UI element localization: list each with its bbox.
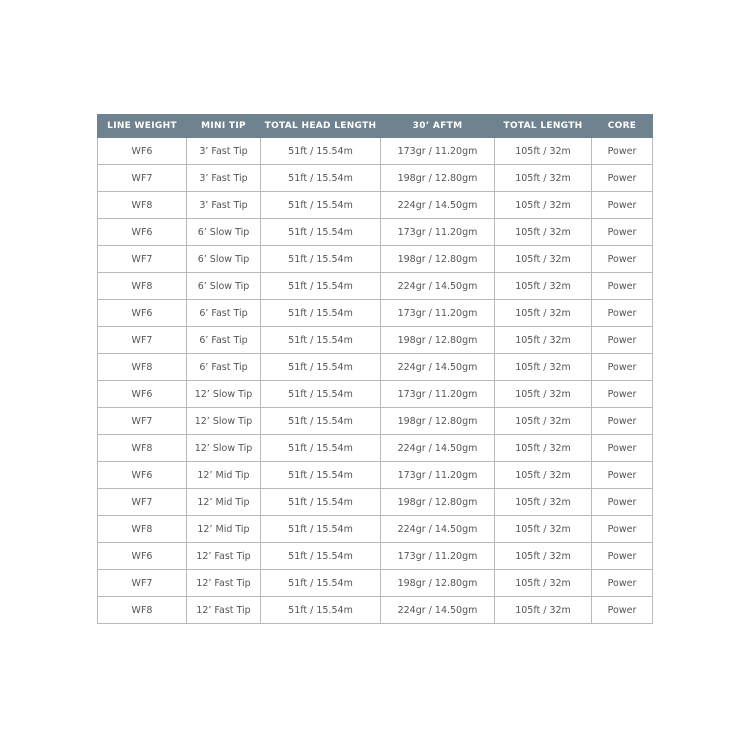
total-length-cell: 105ft / 32m <box>495 192 592 219</box>
aftm-cell: 198gr / 12.80gm <box>381 489 495 516</box>
fly-line-spec-table <box>97 114 653 624</box>
total-length-cell: 105ft / 32m <box>495 435 592 462</box>
total-length-cell: 105ft / 32m <box>495 246 592 273</box>
mini-tip-cell: 12’ Fast Tip <box>187 570 261 597</box>
table-row <box>98 165 653 192</box>
line-weight-cell: WF6 <box>98 381 187 408</box>
header-mini-tip: MINI TIP <box>187 115 261 138</box>
core-cell: Power <box>592 570 653 597</box>
head-length-cell: 51ft / 15.54m <box>261 165 381 192</box>
mini-tip-cell: 6’ Slow Tip <box>187 246 261 273</box>
aftm-cell: 198gr / 12.80gm <box>381 570 495 597</box>
mini-tip-cell: 6’ Slow Tip <box>187 219 261 246</box>
aftm-cell: 198gr / 12.80gm <box>381 327 495 354</box>
core-cell: Power <box>592 516 653 543</box>
head-length-cell: 51ft / 15.54m <box>261 273 381 300</box>
head-length-cell: 51ft / 15.54m <box>261 435 381 462</box>
header-total-length: TOTAL LENGTH <box>495 115 592 138</box>
core-cell: Power <box>592 354 653 381</box>
line-weight-cell: WF8 <box>98 516 187 543</box>
aftm-cell: 224gr / 14.50gm <box>381 516 495 543</box>
core-cell: Power <box>592 462 653 489</box>
mini-tip-cell: 12’ Mid Tip <box>187 462 261 489</box>
mini-tip-cell: 3’ Fast Tip <box>187 138 261 165</box>
line-weight-cell: WF7 <box>98 165 187 192</box>
total-length-cell: 105ft / 32m <box>495 489 592 516</box>
table-row <box>98 516 653 543</box>
core-cell: Power <box>592 543 653 570</box>
mini-tip-cell: 12’ Mid Tip <box>187 489 261 516</box>
core-cell: Power <box>592 489 653 516</box>
total-length-cell: 105ft / 32m <box>495 381 592 408</box>
head-length-cell: 51ft / 15.54m <box>261 516 381 543</box>
total-length-cell: 105ft / 32m <box>495 597 592 624</box>
table-row <box>98 543 653 570</box>
total-length-cell: 105ft / 32m <box>495 570 592 597</box>
table-row <box>98 489 653 516</box>
table-row <box>98 219 653 246</box>
head-length-cell: 51ft / 15.54m <box>261 219 381 246</box>
head-length-cell: 51ft / 15.54m <box>261 300 381 327</box>
line-weight-cell: WF8 <box>98 273 187 300</box>
header-line-weight: LINE WEIGHT <box>98 115 187 138</box>
aftm-cell: 173gr / 11.20gm <box>381 138 495 165</box>
aftm-cell: 173gr / 11.20gm <box>381 219 495 246</box>
head-length-cell: 51ft / 15.54m <box>261 489 381 516</box>
line-weight-cell: WF6 <box>98 138 187 165</box>
total-length-cell: 105ft / 32m <box>495 219 592 246</box>
total-length-cell: 105ft / 32m <box>495 138 592 165</box>
mini-tip-cell: 6’ Slow Tip <box>187 273 261 300</box>
table-row <box>98 462 653 489</box>
mini-tip-cell: 12’ Slow Tip <box>187 408 261 435</box>
head-length-cell: 51ft / 15.54m <box>261 570 381 597</box>
head-length-cell: 51ft / 15.54m <box>261 543 381 570</box>
mini-tip-cell: 3’ Fast Tip <box>187 165 261 192</box>
line-weight-cell: WF7 <box>98 246 187 273</box>
line-weight-cell: WF8 <box>98 354 187 381</box>
aftm-cell: 224gr / 14.50gm <box>381 354 495 381</box>
header-aftm: 30’ AFTM <box>381 115 495 138</box>
aftm-cell: 198gr / 12.80gm <box>381 165 495 192</box>
aftm-cell: 173gr / 11.20gm <box>381 381 495 408</box>
table-row <box>98 597 653 624</box>
line-weight-cell: WF8 <box>98 192 187 219</box>
line-weight-cell: WF7 <box>98 327 187 354</box>
mini-tip-cell: 12’ Fast Tip <box>187 543 261 570</box>
core-cell: Power <box>592 327 653 354</box>
aftm-cell: 224gr / 14.50gm <box>381 192 495 219</box>
mini-tip-cell: 12’ Slow Tip <box>187 435 261 462</box>
table-header <box>98 115 653 138</box>
aftm-cell: 198gr / 12.80gm <box>381 408 495 435</box>
line-weight-cell: WF6 <box>98 219 187 246</box>
table-row <box>98 570 653 597</box>
total-length-cell: 105ft / 32m <box>495 165 592 192</box>
total-length-cell: 105ft / 32m <box>495 462 592 489</box>
mini-tip-cell: 12’ Fast Tip <box>187 597 261 624</box>
head-length-cell: 51ft / 15.54m <box>261 381 381 408</box>
mini-tip-cell: 6’ Fast Tip <box>187 327 261 354</box>
core-cell: Power <box>592 597 653 624</box>
aftm-cell: 224gr / 14.50gm <box>381 435 495 462</box>
head-length-cell: 51ft / 15.54m <box>261 246 381 273</box>
core-cell: Power <box>592 381 653 408</box>
table-row <box>98 354 653 381</box>
table-row <box>98 381 653 408</box>
line-weight-cell: WF8 <box>98 435 187 462</box>
table-row <box>98 192 653 219</box>
total-length-cell: 105ft / 32m <box>495 300 592 327</box>
total-length-cell: 105ft / 32m <box>495 516 592 543</box>
core-cell: Power <box>592 273 653 300</box>
aftm-cell: 173gr / 11.20gm <box>381 462 495 489</box>
core-cell: Power <box>592 300 653 327</box>
core-cell: Power <box>592 138 653 165</box>
line-weight-cell: WF8 <box>98 597 187 624</box>
line-weight-cell: WF7 <box>98 408 187 435</box>
head-length-cell: 51ft / 15.54m <box>261 138 381 165</box>
header-core: CORE <box>592 115 653 138</box>
core-cell: Power <box>592 408 653 435</box>
mini-tip-cell: 12’ Mid Tip <box>187 516 261 543</box>
head-length-cell: 51ft / 15.54m <box>261 462 381 489</box>
table-row <box>98 138 653 165</box>
table-row <box>98 327 653 354</box>
head-length-cell: 51ft / 15.54m <box>261 408 381 435</box>
aftm-cell: 198gr / 12.80gm <box>381 246 495 273</box>
core-cell: Power <box>592 165 653 192</box>
aftm-cell: 224gr / 14.50gm <box>381 273 495 300</box>
aftm-cell: 224gr / 14.50gm <box>381 597 495 624</box>
aftm-cell: 173gr / 11.20gm <box>381 543 495 570</box>
head-length-cell: 51ft / 15.54m <box>261 354 381 381</box>
line-weight-cell: WF7 <box>98 570 187 597</box>
total-length-cell: 105ft / 32m <box>495 327 592 354</box>
header-total-head-length: TOTAL HEAD LENGTH <box>261 115 381 138</box>
line-weight-cell: WF7 <box>98 489 187 516</box>
core-cell: Power <box>592 192 653 219</box>
head-length-cell: 51ft / 15.54m <box>261 327 381 354</box>
aftm-cell: 173gr / 11.20gm <box>381 300 495 327</box>
table-row <box>98 408 653 435</box>
mini-tip-cell: 12’ Slow Tip <box>187 381 261 408</box>
total-length-cell: 105ft / 32m <box>495 354 592 381</box>
header-row <box>98 115 653 138</box>
core-cell: Power <box>592 246 653 273</box>
table-row <box>98 300 653 327</box>
table-row <box>98 246 653 273</box>
head-length-cell: 51ft / 15.54m <box>261 597 381 624</box>
core-cell: Power <box>592 219 653 246</box>
total-length-cell: 105ft / 32m <box>495 408 592 435</box>
table-row <box>98 273 653 300</box>
core-cell: Power <box>592 435 653 462</box>
table-row <box>98 435 653 462</box>
line-weight-cell: WF6 <box>98 462 187 489</box>
total-length-cell: 105ft / 32m <box>495 273 592 300</box>
line-weight-cell: WF6 <box>98 300 187 327</box>
total-length-cell: 105ft / 32m <box>495 543 592 570</box>
mini-tip-cell: 6’ Fast Tip <box>187 354 261 381</box>
line-weight-cell: WF6 <box>98 543 187 570</box>
head-length-cell: 51ft / 15.54m <box>261 192 381 219</box>
table-body <box>98 138 653 624</box>
mini-tip-cell: 6’ Fast Tip <box>187 300 261 327</box>
mini-tip-cell: 3’ Fast Tip <box>187 192 261 219</box>
